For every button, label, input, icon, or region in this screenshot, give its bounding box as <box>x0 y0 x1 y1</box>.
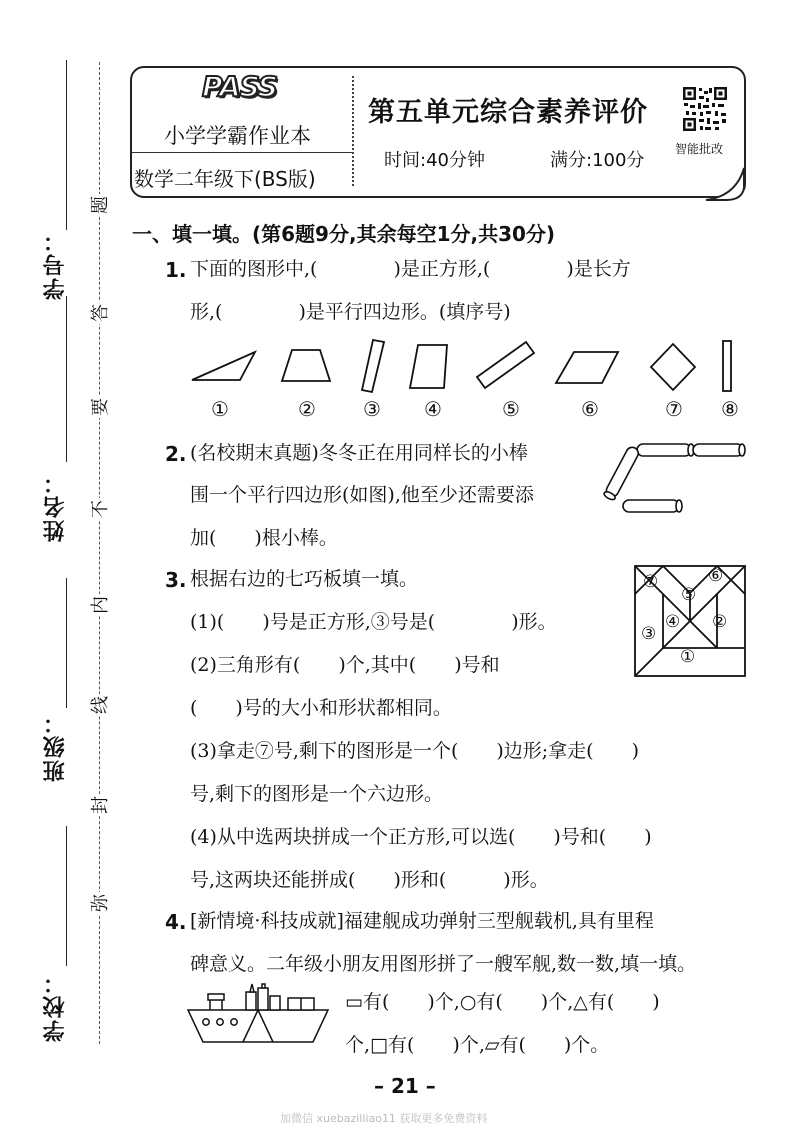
publisher-name: 小学学霸作业本 <box>164 124 311 148</box>
seal-char: 题 <box>86 194 112 216</box>
shape-2-trapezoid <box>282 350 330 381</box>
shape-7-square <box>651 344 695 390</box>
class-label: 班级： <box>43 710 68 782</box>
shape-label: ⑧ <box>721 397 739 421</box>
q2-line2: 围一个平行四边形(如图),他至少还需要添 <box>190 484 534 506</box>
seal-char: 弥 <box>86 892 112 914</box>
school-line <box>66 826 67 966</box>
shape-label: ④ <box>424 397 442 421</box>
seal-char: 线 <box>86 694 112 716</box>
shape-label: ⑥ <box>581 397 599 421</box>
tangram-label: ④ <box>665 612 681 632</box>
question-number: 1. <box>165 258 187 282</box>
watermark: 加微信 xuebazilliao11 获取更多免费资料 <box>280 1112 488 1125</box>
q3-part4b: 号,这两块还能拼成( )形和( )形。 <box>190 869 549 891</box>
shape-label: ③ <box>363 397 381 421</box>
time-limit: 时间:40分钟 <box>384 150 485 171</box>
tangram-label: ⑦ <box>643 572 659 592</box>
qr-label: 智能批改 <box>675 142 724 156</box>
full-score: 满分:100分 <box>550 150 645 171</box>
header-vertical-divider <box>352 76 354 186</box>
school-label: 学校： <box>43 970 68 1042</box>
shape-6-parallelogram <box>556 352 618 383</box>
grade-label: 数学二年级下(BS版) <box>134 167 316 191</box>
q3-part3a: (3)拿走⑦号,剩下的图形是一个( )边形;拿走( ) <box>190 740 640 762</box>
header-divider <box>132 152 352 153</box>
seal-char: 封 <box>86 794 112 816</box>
shape-1-triangle <box>192 352 255 380</box>
shape-3-thin-parallelogram <box>362 340 384 392</box>
unit-title: 第五单元综合素养评价 <box>368 97 648 128</box>
sticks-illustration <box>615 440 745 520</box>
q3-part1: (1)( )号是正方形,③号是( )形。 <box>190 611 557 633</box>
page-number: – 21 – <box>374 1074 436 1098</box>
worksheet-header <box>130 66 746 198</box>
q3-part3b: 号,剩下的图形是一个六边形。 <box>190 783 444 805</box>
pass-logo: PASS <box>202 70 277 103</box>
warship-illustration <box>188 982 338 1052</box>
question-number: 3. <box>165 568 187 592</box>
tangram-label: ② <box>712 612 728 632</box>
q3-part4a: (4)从中选两块拼成一个正方形,可以选( )号和( ) <box>190 826 652 848</box>
shape-label: ① <box>211 397 229 421</box>
qr-code-icon[interactable] <box>682 86 728 132</box>
tangram-label: ③ <box>641 624 657 644</box>
question-number: 2. <box>165 442 187 466</box>
name-line <box>66 296 67 462</box>
shape-label: ② <box>298 397 316 421</box>
student-id-label: 学号： <box>43 228 68 300</box>
q4-line4: 个,□有( )个,▱有( )个。 <box>345 1034 610 1056</box>
shape-label: ⑤ <box>502 397 520 421</box>
shape-4-quadrilateral <box>410 345 447 388</box>
q3-part2a: (2)三角形有( )个,其中( )号和 <box>190 654 500 676</box>
q3-intro: 根据右边的七巧板填一填。 <box>190 568 419 590</box>
question-number: 4. <box>165 910 187 934</box>
q2-line3: 加( )根小棒。 <box>190 527 338 549</box>
class-line <box>66 578 67 708</box>
q4-line1: [新情境·科技成就]福建舰成功弹射三型舰载机,具有里程 <box>190 910 654 932</box>
tangram-label: ⑤ <box>681 585 697 605</box>
q3-part2b: ( )号的大小和形状都相同。 <box>190 697 452 719</box>
seal-char: 内 <box>86 594 112 616</box>
tangram-label: ⑥ <box>708 566 724 586</box>
q4-line2: 碑意义。二年级小朋友用图形拼了一艘军舰,数一数,填一填。 <box>190 953 697 975</box>
q4-line3: ▭有( )个,○有( )个,△有( ) <box>345 991 660 1013</box>
seal-char: 要 <box>86 396 112 418</box>
q2-line1: (名校期末真题)冬冬正在用同样长的小棒 <box>190 442 528 464</box>
student-id-line <box>66 60 67 230</box>
seal-char: 答 <box>86 302 112 324</box>
shape-label: ⑦ <box>665 397 683 421</box>
shape-8-rectangle <box>723 341 731 391</box>
tangram-label: ① <box>680 647 696 667</box>
page-curl-decoration <box>706 168 750 202</box>
section-heading: 一、填一填。(第6题9分,其余每空1分,共30分) <box>132 222 556 246</box>
q1-line2: 形,( )是平行四边形。(填序号) <box>190 301 511 323</box>
shape-5-rectangle <box>477 342 534 388</box>
name-label: 姓名： <box>43 470 68 542</box>
seal-char: 不 <box>86 498 112 520</box>
q1-line1: 下面的图形中,( )是正方形,( )是长方 <box>190 258 631 280</box>
